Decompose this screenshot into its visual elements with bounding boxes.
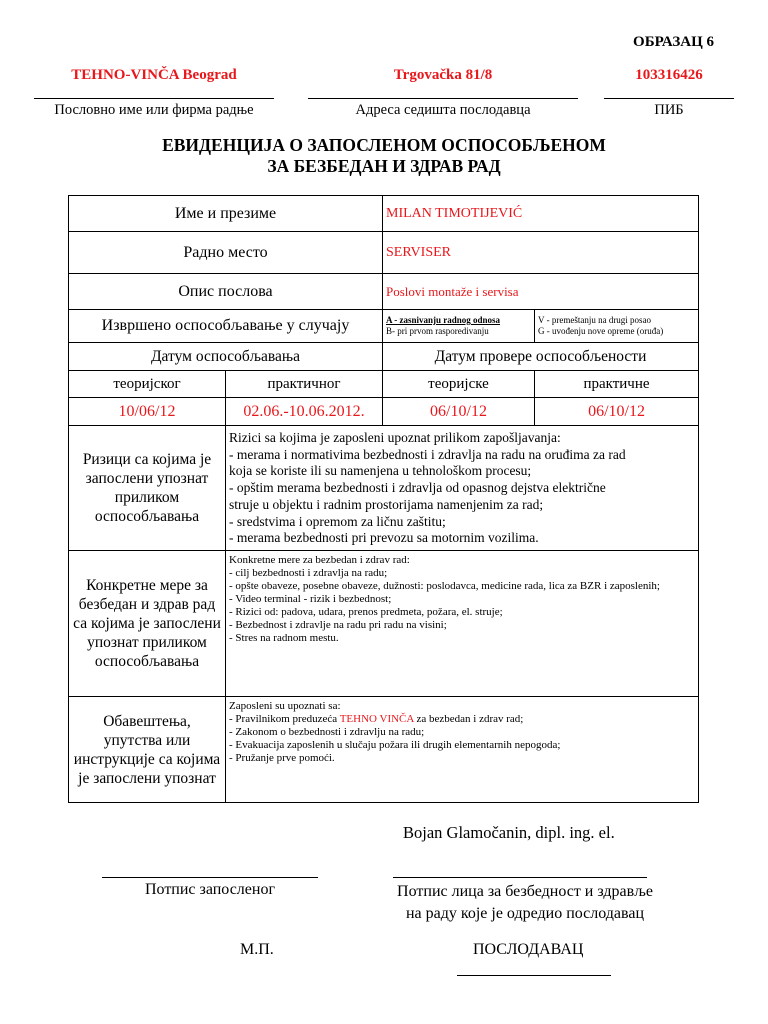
theoretical-check-label: теоријске [383, 371, 535, 398]
notices-line: - Zakonom o bezbednosti i zdravlju na radu; [229, 726, 425, 738]
row-job-description [69, 274, 699, 310]
title-line-1: ЕВИДЕНЦИЈА О ЗАПОСЛЕНОМ ОСПОСОБЉЕНОМ [162, 135, 606, 155]
notices-label: Обавештења, упутства или инструкције са којима је запослени упознат [69, 697, 226, 803]
pib-value: 103316426 [635, 67, 703, 83]
theoretical-date: 10/06/12 [69, 398, 226, 426]
risks-line: - merama i normativima bezbednosti i zdravlja na radu na oruđima za rad [229, 446, 626, 462]
row-dates [69, 398, 699, 426]
safety-person-signature-label [365, 881, 685, 925]
job-description-label: Опис послова [69, 274, 383, 310]
risks-line: struje u objektu i radnim prostorijama namenjenim za rad; [229, 496, 544, 512]
address-label: Адреса седишта послодавца [355, 102, 531, 118]
risks-line: Rizici sa kojima je zaposleni upoznat prilikom zapošljavanja: [229, 430, 561, 445]
measures-line: - opšte obaveze, posebne obaveze, dužnosti: poslodavca, medicine rada, lica za BZR i zaposlenih; [229, 580, 660, 592]
training-date-label: Датум оспособљавања [69, 343, 383, 371]
training-case-v: V - premeštanju na drugi posao [538, 315, 652, 325]
notices-line [229, 713, 695, 726]
practical-label: практичног [226, 371, 383, 398]
pib-line [604, 98, 734, 99]
name-value: MILAN TIMOTIJEVIĆ [383, 196, 699, 232]
employer-label: ПОСЛОДАВАЦ [473, 941, 584, 958]
theoretical-label: теоријског [69, 371, 226, 398]
address-value: Trgovačka 81/8 [393, 67, 493, 83]
pib-label: ПИБ [654, 102, 684, 118]
position-label: Радно место [69, 232, 383, 274]
row-date-headers [69, 343, 699, 371]
address-line [308, 98, 578, 99]
training-case-g: G - uvođenju nove opreme (oruđa) [538, 326, 664, 336]
form-number: ОБРАЗАЦ 6 [633, 34, 714, 50]
measures-line: - Stres na radnom mestu. [229, 632, 339, 644]
training-case-b: B- pri prvom rasporedivanju [386, 326, 489, 336]
company-name-value: TEHNO-VINČA Beograd [71, 67, 237, 83]
training-case-a: A - zasnivanju radnog odnosa [386, 315, 501, 325]
row-notices [69, 697, 699, 803]
notices-intro: Zaposleni su upoznati sa: [229, 700, 341, 712]
training-case-label: Извршено оспособљавање у случају [69, 310, 383, 343]
measures-text [226, 551, 699, 697]
measures-line: - Video terminal - rizik i bezbednost; [229, 593, 392, 605]
employee-signature-label: Потпис запосленог [144, 881, 276, 898]
measures-label: Конкретне мере за безбедан и здрав рад са којима је запослени упознат приликом оспособљавања [69, 551, 226, 697]
practical-check-label: практичне [535, 371, 699, 398]
practical-check-date: 06/10/12 [535, 398, 699, 426]
row-position [69, 232, 699, 274]
employee-signature-line [102, 877, 318, 878]
theoretical-check-date: 06/10/12 [383, 398, 535, 426]
notices-text [226, 697, 699, 803]
notices-line: - Evakuacija zaposlenih u slučaju požara ili drugih elementarnih nepogoda; [229, 739, 561, 751]
name-label: Име и презиме [69, 196, 383, 232]
row-date-subheaders [69, 371, 699, 398]
practical-date: 02.06.-10.06.2012. [226, 398, 383, 426]
row-name [69, 196, 699, 232]
risks-label: Ризици са којима је запослени упознат приликом оспособљавања [69, 426, 226, 551]
notices-line: - Pružanje prve pomoći. [229, 752, 335, 764]
measures-line: - cilj bezbednosti i zdravlja na radu; [229, 567, 388, 579]
row-measures [69, 551, 699, 697]
safety-person-line-2: на раду које је одредио послодавац [405, 905, 645, 922]
check-date-label: Датум провере оспособљености [383, 343, 699, 371]
row-risks [69, 426, 699, 551]
risks-text [226, 426, 699, 551]
company-name-line [34, 98, 274, 99]
measures-line: - Rizici od: padova, udara, prenos predmeta, požara, el. struje; [229, 606, 503, 618]
measures-line: - Bezbednost i zdravlje na radu pri radu na visini; [229, 619, 447, 631]
employer-signature-line [457, 975, 611, 976]
notices-line-post: za bezbedan i zdrav rad; [413, 713, 524, 725]
row-training-case [69, 310, 699, 343]
notices-company: TEHNO VINČA [339, 713, 414, 725]
title-line-2: ЗА БЕЗБЕДАН И ЗДРАВ РАД [267, 156, 501, 176]
stamp-label: М.П. [240, 941, 274, 958]
risks-line: - opštim merama bezbednosti i zdravlja od opasnog dejstva električne [229, 480, 606, 496]
safety-person-line-1: Потпис лица за безбедност и здравље [397, 883, 653, 900]
company-name-label: Пословно име или фирма радње [54, 102, 254, 118]
training-case-ab [383, 310, 535, 343]
risks-line: - merama bezbednosti pri prevozu sa motornim vozilima. [229, 530, 539, 546]
safety-person-signature-line [393, 877, 647, 878]
risks-line: - sredstvima i opremom za ličnu zaštitu; [229, 513, 446, 529]
training-record-table [68, 195, 699, 803]
page-title [0, 135, 768, 177]
risks-line: koja se koriste ili su namenjena u tehnološkom procesu; [229, 463, 532, 479]
training-case-vg [535, 310, 699, 343]
job-description-value: Poslovi montaže i servisa [383, 274, 699, 310]
notices-line-pre: - Pravilnikom preduzeća [229, 713, 340, 725]
responsible-person-name: Bojan Glamočanin, dipl. ing. el. [403, 823, 615, 842]
position-value: SERVISER [383, 232, 699, 274]
measures-line: Konkretne mere za bezbedan i zdrav rad: [229, 554, 410, 566]
